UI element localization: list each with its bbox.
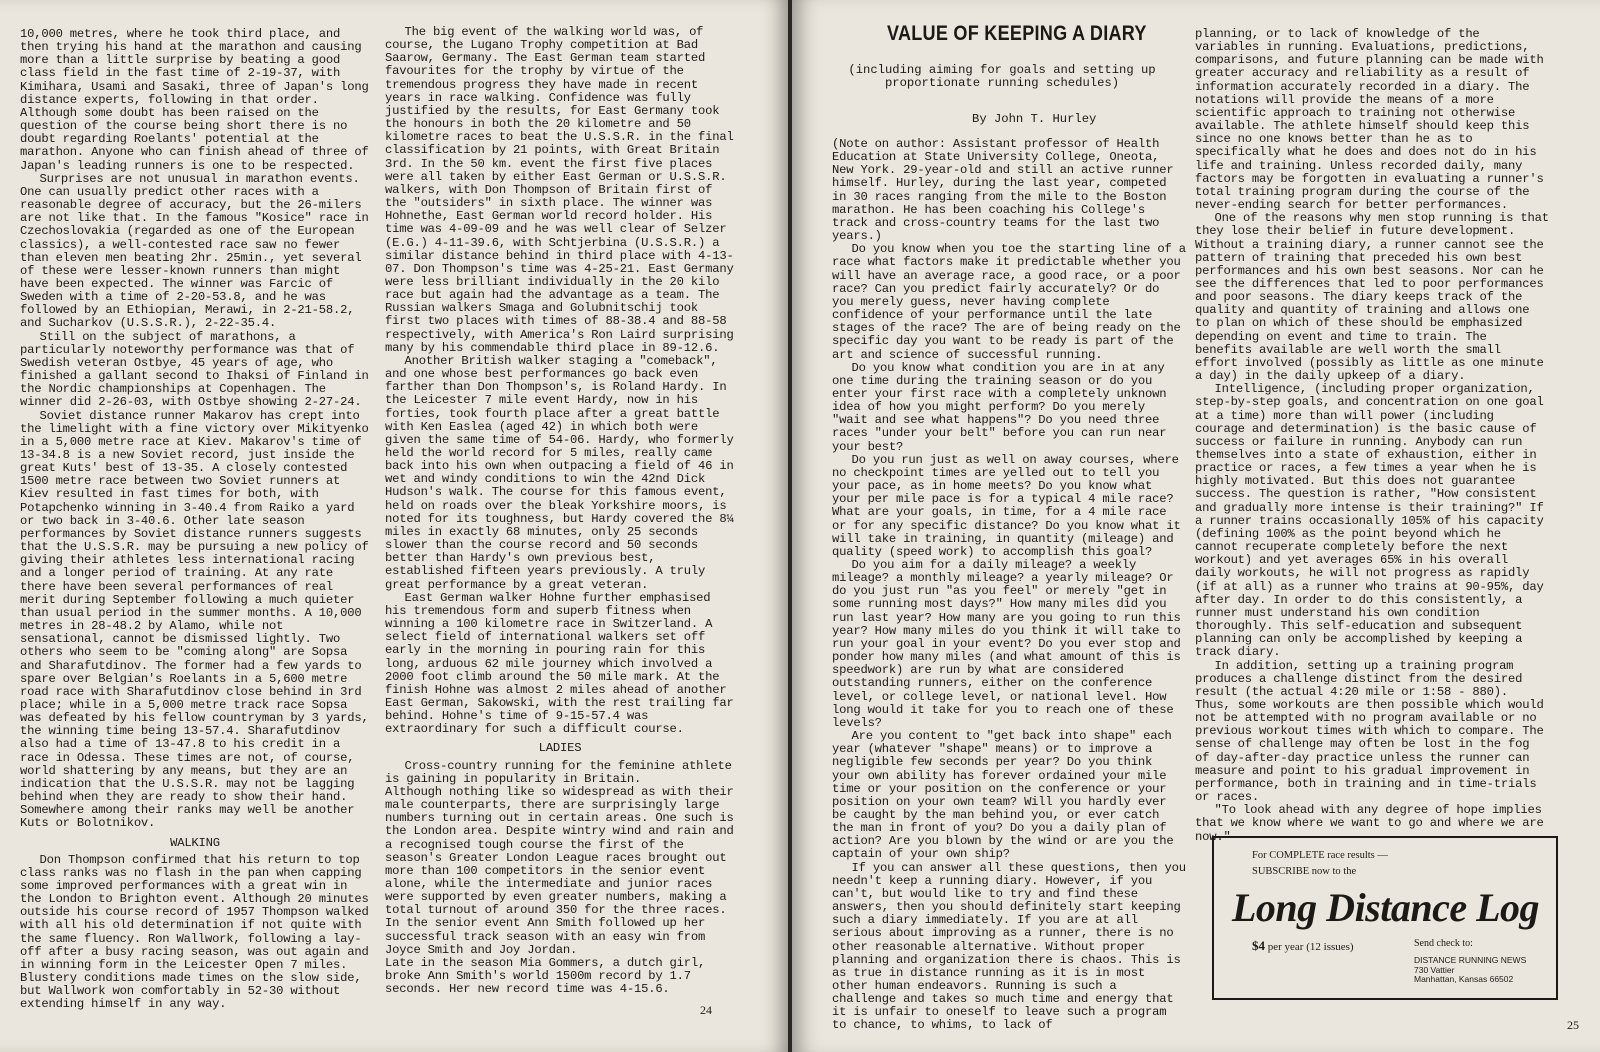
paragraph: "To look ahead with any degree of hope implies that we know where we want to go and where we are now." (1195, 803, 1544, 844)
paragraph: Surprises are not unusual in marathon events. One can usually predict other races with a reasonable degree of accuracy, but the 26-milers are not like that. In the famous "Kosice" race in Czechoslovakia (regarded as one of the European classics), a well-contested race saw no fewer than eleven men beating 2hr. 25min., yet several of these were lesser-known runners than might have been expected. The winner was Farcic of Sweden with a time of 2-20-53.8, and he was followed by an Ethiopian, Merawi, in 2-21-58.2, and Sucharkov (U.S.S.R.), 2-22-35.4. (20, 171, 369, 331)
paragraph: Soviet distance runner Makarov has crept into the limelight with a fine victory over Mikityenko in a 5,000 metre race at Kiev. Makarov's time of 13-34.8 is a new Soviet record, just inside the great Kuts' best of 13-35. A closely contested 1500 metre race between two Soviet runners at Kiev resulted in fast times for both, with Potapchenko winning in 3-40.4 from Raiko a yard or two back in 3-40.6. Other late season performances by Soviet distance runners suggests that the U.S.S.R. may be pursuing a new policy of giving their athletes less international racing and a longer period of training. At any rate there have been several performances of real merit during September following a much quieter than usual period in the summer months. A 10,000 metres in 28-48.2 by Alamo, while not sensational, cannot be dismissed lightly. Two others who seem to be "coming along" are Sopsa and Sharafutdinov. The former had a few yards to spare over Belgian's Roelants in a 5,600 metre road race with Sharafutdinov close behind in 3rd place; while in a 5,000 metre track race Sopsa was defeated by his fellow countryman by 3 yards, the winning time being 13-57.4. Sharafutdinov also had a time of 13-47.8 to his credit in a race in Odessa. These times are not, of course, world shattering by any means, but they are an indication that the U.S.S.R. may not be lagging behind when they are ready to show their hand. Somewhere among their ranks may well be another Kuts or Bolotnikov. (20, 408, 369, 831)
paragraph: Don Thompson confirmed that his return to top class ranks was no flash in the pan when capping some improved performances with a great win in the London to Brighton event. Although 20 minutes outside his course record of 1957 Thompson walked with all his old determination if not quite with the same fluency. Ron Wallwork, following a lay-off after a busy racing season, was out again and in winning form in the Leicester Open 7 miles. Blustery conditions made times on the slow side, but Wallwork won comfortably in 52-30 without extending himself in any way. (20, 852, 369, 1012)
ad-price (1252, 938, 1354, 954)
subscription-ad (1212, 836, 1558, 1000)
right-col2-body (1195, 28, 1550, 844)
right-column-2 (1195, 28, 1550, 844)
paragraph: planning, or to lack of knowledge of the variables in running. Evaluations, predictions, comparisons, and future planning can be made with greater accuracy and reliability as a result of information accurately recorded in a diary. The notations will provide the means of a more scientific approach to training not otherwise available. The athlete himself should keep this since no one knows better than he as to specifically what he does and does not do in his life and training. Unless recorded daily, many factors may be forgotten in evaluating a runner's total training program during the course of the never-ending search for better performances. (1195, 27, 1544, 213)
walking-heading: WALKING (170, 835, 220, 850)
left-col2-body (385, 26, 735, 736)
ad-address-line-2: 730 Vattier (1414, 964, 1455, 975)
right-page (792, 0, 1600, 1052)
paragraph: Do you know when you toe the starting line of a race what factors make it predictable whether you will have an average race, a good race, or a poor race? Can you predict fairly accurately? Or do you merely guess, never having complete confidence of your performance until the late stages of the race? The are of being ready on the specific day you want to be ready is part of the art and science of successful running. (832, 242, 1186, 362)
page-number-right: 25 (1567, 1018, 1579, 1032)
paragraph: (Note on author: Assistant professor of Health Education at State University College, Oneota, New York. 29-year-old and still an active runner himself. Hurley, during the last year, competed in 30 races ranging from the mile to the Boston marathon. He has been coaching his College's track and cross-country teams for the last two years.) (832, 137, 1174, 244)
left-column-1 (20, 28, 370, 1012)
left-col1-body (20, 28, 370, 831)
page-number-left: 24 (700, 1003, 712, 1017)
article-byline: By John T. Hurley (972, 112, 1097, 126)
ad-address (1414, 956, 1526, 985)
left-page (0, 0, 790, 1052)
paragraph: Do you know what condition you are in at any one time during the training season or do you enter your first race with a completely unknown idea of how you might perform? Do you merely "wait and see what happens"? Do you need three races "under your belt" before you can run near your best? (832, 360, 1167, 454)
ladies-heading: LADIES (538, 741, 582, 756)
ad-line-2: SUBSCRIBE now to the (1252, 866, 1357, 877)
paragraph: One of the reasons why men stop running is that they lose their belief in future development. Without a training diary, a runner cannot see the pattern of training that preceded his own best performances and his own best seasons. Nor can he see the differences that led to poor performances and poor seasons. The diary keeps track of the quality and quantity of training and allows one to plan on which of these should be emphasized depending on event and time to train. The benefits available are well worth the small effort involved (possibly as little as one minute a day) in the daily upkeep of a diary. (1195, 211, 1549, 384)
paragraph: Do you run just as well on away courses, where no checkpoint times are yelled out to tell you your pace, as in home meets? Do you know what your per mile pace is for a typical 4 mile race? What are your goals, in time, for a 4 mile race or for any specific distance? Do you know what it will take in training, in quantity (mileage) and quality (speed work) to accomplish this goal? (832, 452, 1181, 559)
paragraph: Cross-country running for the feminine athlete is gaining in popularity in Britain. (385, 758, 732, 786)
paragraph: In addition, setting up a training program produces a challenge distinct from the desired result (the actual 4:20 mile or 1:58 - 880). Thus, some workouts are then possible which would not be attempted with no program available or no previous workout times with which to compare. The sense of challenge may often be lost in the fog of day-after-day practice unless the runner can measure and point to his gradual improvement in performance, both in training and in time-trials or races. (1195, 658, 1544, 805)
paragraph: Still on the subject of marathons, a particularly noteworthy performance was that of Swedish veteran Ostbye, 45 years of age, who finished a gallant second to Ihaksi of Finland in the Nordic championships at Copenhagen. The winner did 2-26-03, with Ostbye showing 2-27-24. (20, 329, 369, 410)
article-subtitle: (including aiming for goals and setting up proportionate running schedules) (848, 63, 1156, 91)
paragraph: 10,000 metres, where he took third place, and then trying his hand at the marathon and causing more than a little surprise by beating a good class field in the fast time of 2-19-37, with Kimihara, Usami and Sasaki, three of Japan's long distance experts, following in that order. Although some doubt has been raised on the question of the course being short there is no doubt regarding Roelants' potential at the marathon. Anyone who can finish ahead of three of Japan's leading runners is one to be respected. (20, 27, 369, 173)
walking-body (20, 854, 370, 1012)
paragraph: Do you aim for a daily mileage? a weekly mileage? a monthly mileage? a yearly mileage? Or do you just run "as you feel" or merely "get in some running most days?" How many miles did you run last year? How many are you going to run this year? How many miles do you think it will take to run your goal in your event? Do you ever stop and ponder how many miles (and what amount of this is speedwork) are run by what are considered outstanding runners, either on the conference level, or college level, or national level. How long would it take for you to reach one of these levels? (832, 558, 1181, 730)
ladies-body (385, 760, 735, 997)
ad-line-1: For COMPLETE race results — (1252, 850, 1388, 861)
paragraph: If you can answer all these questions, then you needn't keep a running diary. However, if you can't, but would like to try and find these answers, then you should definitely start keeping such a diary immediately. If you are at all serious about improving as a runner, there is no other reasonable alternative. Without proper planning and organization there is chaos. This is as true in distance running as it is in most other human endeavors. Running is such a challenge and takes so much time and energy that it is unfair to oneself to leave such a program to chance, to whims, to lack of (832, 860, 1186, 1033)
paragraph: Although nothing like so widespread as with their male counterparts, there are surprisingly large numbers turning out in certain areas. One such is the London area. Despite wintry wind and rain and a recognised tough course the first of the season's Greater London League races brought out more than 100 competitors in the senior event alone, while the intermediate and junior races were supported by even greater numbers, making a total turnout of around 350 for the three races. In the senior event Ann Smith followed up her successful track season with an easy win from Joyce Smith and Joy Jordan. (385, 784, 734, 957)
right-column-1 (832, 110, 1187, 1033)
long-distance-log-logo: Long Distance Log (1232, 885, 1540, 930)
paragraph: The big event of the walking world was, of course, the Lugano Trophy competition at Bad Saarow, Germany. The East German team started favourites for the trophy by virtue of the tremendous progress they have made in recent years in race walking. Confidence was fully justified by the results, for East Germany took the honours in both the 20 kilometre and 50 kilometre races to beat the U.S.S.R. in the final classification by 21 points, with Great Britain 3rd. In the 50 km. event the first five places were all taken by either East German or U.S.S.R. walkers, with Don Thompson of Britain first of the "outsiders" in sixth place. The winner was Hohnethe, East German world record holder. His time was 4-09-09 and he was well clear of Selzer (E.G.) 4-11-39.6, with Schtjerbina (U.S.S.R.) a similar distance behind in third place with 4-13-07. Don Thompson's time was 4-25-21. East Germany were less brilliant individually in the 20 kilo race but again had the advantage as a team. The Russian walkers Smaga and Golubnitschij took first two places with times of 88-38.4 and 88-58 respectively, with America's Ron Laird surprising many by his commendable third place in 89-12.6. (385, 25, 734, 355)
ad-price-amount: $4 (1252, 938, 1265, 953)
paragraph: Another British walker staging a "comeback", and one whose best performances go back even farther than Don Thompson's, is Roland Hardy. In the Leicester 7 mile event Hardy, now in his forties, took fourth place after a great battle with Ken Easlea (aged 42) in which both were given the same time of 54-06. Hardy, who formerly held the world record for 5 miles, really came back into his own when outpacing a field of 46 in wet and windy conditions to win the 42nd Dick Hudson's walk. The course for this famous event, held on roads over the bleak Yorkshire moors, is noted for its toughness, but Hardy covered the 8¼ miles in exactly 68 minutes, only 25 seconds slower than the course record and 50 seconds better than Hardy's own previous best, established fifteen years previously. A truly great performance by a great veteran. (385, 353, 734, 592)
ad-send-check: Send check to: (1414, 938, 1473, 949)
paragraph: Late in the season Mia Gommers, a dutch girl, broke Ann Smith's world 1500m record by 1.7 seconds. Her new record time was 4-15.6. (385, 955, 706, 997)
paragraph: Are you content to "get back into shape" each year (whatever "shape" means) or to improve a negligible few seconds per year? Do you think your own ability has forever ordained your mile time or your position on the conference or your position on your own team? Will you hardly ever be caught by the man behind you, or ever catch the man in front of you? Do you a daily plan of action? Are you blown by the wind or are you the captain of your own ship? (832, 729, 1174, 862)
right-col1-body (832, 110, 1187, 1033)
left-column-2 (385, 26, 735, 996)
paragraph: East German walker Hohne further emphasised his tremendous form and superb fitness when winning a 100 kilometre race in Switzerland. A select field of international walkers set off early in the morning in pouring rain for this long, arduous 62 mile journey which involved a 2000 foot climb around the 50 mile mark. At the finish Hohne was almost 2 miles ahead of another East German, Sakowski, with the rest trailing far behind. Hohne's time of 9-15-57.4 was extraordinary for such a difficult course. (385, 590, 734, 737)
paragraph: Intelligence, (including proper organization, step-by-step goals, and concentration on one goal at a time) more than will power (including courage and determination) is the basic cause of success or failure in running. Anybody can run themselves into a state of exhaustion, either in practice or races, a few times a year when he is highly motivated. But this does not guarantee success. The question is rather, "How consistent and gradually more intense is their training?" If a runner trains occasionally 105% of his capacity (defining 100% as the point beyond which he cannot recuperate completely before the next workout) and yet averages 65% in his overall daily workouts, he will not progress as rapidly (if at all) as a runner who trains at 90-95%, day after day. In order to do this consistently, a runner must understand his own condition thoroughly. This self-education and subsequent planning can only be accomplished by keeping a track diary. (1195, 382, 1544, 660)
article-title: VALUE OF KEEPING A DIARY (887, 22, 1147, 45)
ad-address-line-3: Manhattan, Kansas 66502 (1414, 974, 1514, 984)
ad-address-line-1: DISTANCE RUNNING NEWS (1414, 955, 1527, 965)
ad-price-note: per year (12 issues) (1267, 941, 1354, 953)
